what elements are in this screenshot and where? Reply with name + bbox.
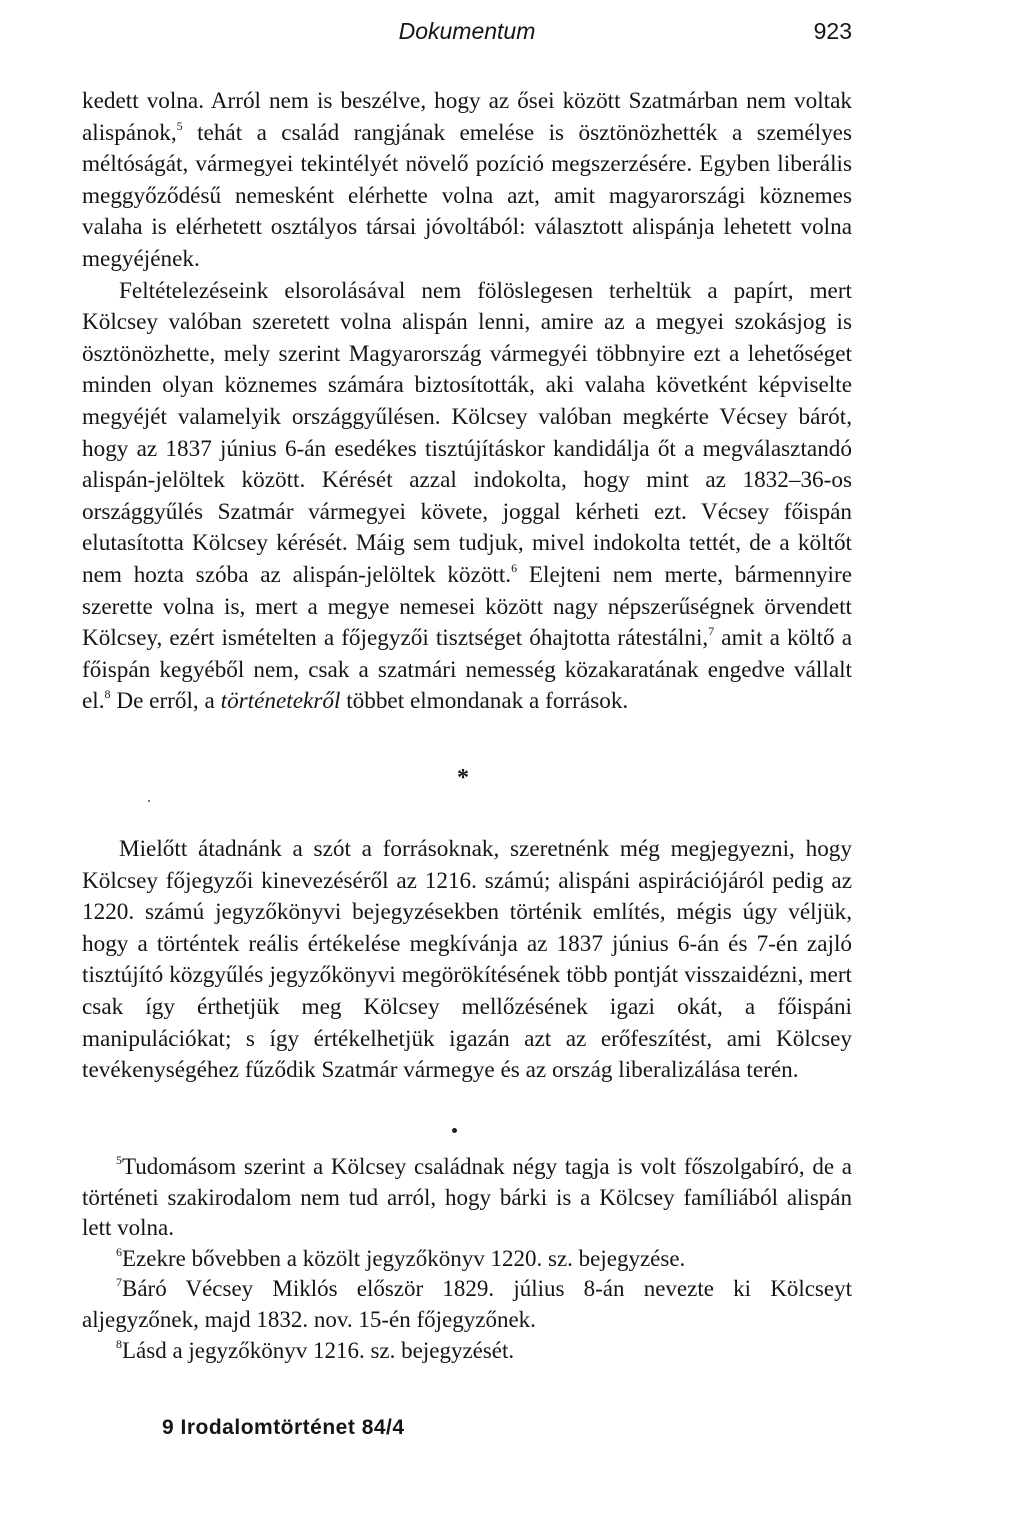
body-section-2 [82, 834, 852, 1087]
footnote-ref-5[interactable]: 5 [176, 118, 183, 133]
body-section-1 [82, 86, 852, 718]
paragraph-2-text-c: amit a költő a főispán kegyéből nem, csak a szatmári nemesség közakaratának engedve vállalt el. [82, 625, 852, 715]
footnote-8 [82, 1336, 852, 1367]
footnote-ref-7[interactable]: 7 [708, 624, 715, 639]
paragraph-3: Mielőtt átadnánk a szót a forrásoknak, szeretnénk még megjegyezni, hogy Kölcsey főjegyzői kinevezéséről az 1216. számú; alispáni aspirációjáról pedig az 1220. számú jegyzőkönyvi bejegyzésekben történik említés, mégis úgy véljük, hogy a történtek reális értékelése megkívánja az 1837 június 6-án és 7-én zajló tisztújító közgyűlés jegyzőkönyvi megörökítésének több pontját visszaidézni, mert csak így érthetjük meg Kölcsey mellőzésének igazi okát, a főispáni manipulációkat; s így értékelhetjük igazán azt az erőfeszítést, ami Kölcsey tevékenységéhez fűződik Szatmár vármegye és az ország liberalizálása terén. [82, 836, 852, 1084]
speck-mark [148, 800, 150, 802]
footnote-7 [82, 1274, 852, 1335]
paragraph-1-text-a: kedett volna. Arról nem is beszélve, hogy az ősei között Szatmárban nem voltak alispánok, [82, 88, 852, 146]
footnote-separator-dot [452, 1128, 457, 1133]
paragraph-2-text-a: Feltételezéseink elsorolásával nem fölöslegesen terheltük a papírt, mert Kölcsey valóban szeretett volna alispán lenni, amire az a megyei szokásjog is ösztönözhette, mely szerint Magyarország vármegyéi többnyire ezt a lehetőséget minden olyan köznemes számára biztosították, aki valaha követként képviselte megyéjét valamelyik országgyűlésen. Kölcsey valóban megkérte Vécsey bárót, hogy az 1837 június 6-án esedékes tisztújításkor kandidálja őt a megválasztandó alispán-jelöltek között. Kérését azzal indokolta, hogy mint az 1832–36-os országgyűlés Szatmár vármegyei követe, joggal kérheti ezt. Vécsey főispán elutasította Kölcsey kérését. Máig sem tudjuk, mivel indokolta tettét, de a költőt nem hozta szóba az alispán-jelöltek között. [82, 277, 852, 588]
paragraph-1-text-b: tehát a család rangjának emelése is ösztönözhették a személyes méltóságát, vármegyei tekintélyét növelő pozíció megszerzésére. Egyben liberális meggyőződésű nemesként elérhette volna azt, amit magyarországi köznemes valaha is elérhetett osztályos társai jóvoltából: választott alispánja lehetett volna megyéjének. [82, 119, 852, 272]
running-title: Dokumentum [398, 18, 536, 44]
footnote-mark: 7 [116, 1275, 122, 1290]
footnote-text: Báró Vécsey Miklós először 1829. július 8-án nevezte ki Kölcseyt aljegyzőnek, majd 1832. nov. 15-én főjegyzőnek. [82, 1276, 852, 1332]
footnote-5 [82, 1152, 852, 1244]
paragraph-2-text-b: Elejteni nem merte, bármennyire szerette volna is, mert a megye nemesei között nagy népszerűségnek örvendett Kölcsey, ezért ismételten a főjegyzői tisztséget óhajtotta rátestálni, [82, 561, 852, 652]
footnote-mark: 5 [116, 1153, 122, 1167]
paragraph-1 [82, 86, 852, 276]
footnote-text: Tudomásom szerint a Kölcsey családnak négy tagja is volt főszolgabíró, de a történeti szakirodalom nem tud arról, hogy bárki is a Kölcsey famíliából alispán lett volna. [82, 1154, 852, 1241]
footnote-mark: 8 [116, 1336, 122, 1351]
footnote-ref-8[interactable]: 8 [104, 687, 111, 702]
footnote-text: Ezekre bővebben a közölt jegyzőkönyv 1220. sz. bejegyzése. [122, 1245, 686, 1271]
footnotes [82, 1152, 852, 1366]
footnote-mark: 6 [116, 1244, 122, 1259]
paragraph-2-text-d: De erről, a [110, 688, 221, 715]
running-head [82, 14, 852, 50]
paragraph-2-italic: történetekről [220, 688, 341, 715]
section-separator: * [457, 765, 469, 791]
page-number: 923 [813, 18, 852, 44]
paragraph-2-text-e: többet elmondanak a források. [340, 688, 629, 715]
footnote-text: Lásd a jegyzőkönyv 1216. sz. bejegyzését. [122, 1337, 515, 1363]
footnote-6 [82, 1244, 852, 1275]
signature-mark: 9 Irodalomtörténet 84/4 [162, 1416, 405, 1439]
footnote-ref-6[interactable]: 6 [511, 560, 518, 575]
paragraph-2 [82, 276, 852, 718]
